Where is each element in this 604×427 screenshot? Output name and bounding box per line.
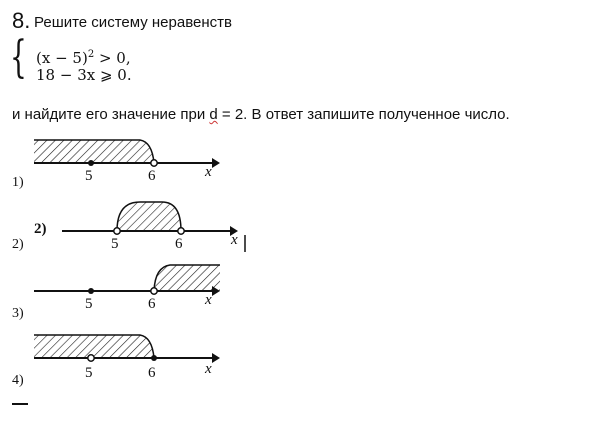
option-1-shaded-region	[34, 140, 154, 163]
option-2-number-line[interactable]	[62, 202, 245, 252]
option-2-tick-6: 6	[175, 236, 183, 252]
option-2-tick-5: 5	[111, 236, 119, 252]
option-1-label[interactable]: 1)	[12, 175, 24, 190]
option-3-number-line[interactable]	[34, 265, 220, 296]
option-3-point-6	[151, 288, 157, 294]
system-brace: {	[10, 32, 27, 83]
option-1-axis-label: x	[205, 164, 212, 180]
option-3-label[interactable]: 3)	[12, 306, 24, 321]
option-4-number-line[interactable]	[34, 335, 220, 363]
question-text: Решите систему неравенств	[34, 14, 232, 31]
option-2-point-6	[178, 228, 184, 234]
inequality-1-rest: > 0,	[94, 49, 131, 67]
option-1-arrow	[212, 158, 220, 168]
option-1-tick-5: 5	[85, 168, 93, 184]
option-4-point-6	[151, 355, 157, 361]
option-2-axis-label: x	[231, 232, 238, 248]
option-3-axis-label: x	[205, 292, 212, 308]
answer-dash	[12, 403, 28, 405]
question-number: 8.	[12, 8, 31, 33]
instruction-post: = 2. В ответ запишите полученное число.	[217, 106, 510, 123]
option-4-tick-5: 5	[85, 365, 93, 381]
option-3-tick-6: 6	[148, 296, 156, 312]
option-4-label[interactable]: 4)	[12, 373, 24, 388]
inequality-1-exponent: 2	[87, 49, 95, 60]
option-2-inline-label: 2)	[34, 221, 47, 237]
option-3-tick-5: 5	[85, 296, 93, 312]
option-4-shaded-region	[34, 335, 154, 358]
option-1-point-6	[151, 160, 157, 166]
option-1-tick-6: 6	[148, 168, 156, 184]
option-3-shaded-region	[154, 265, 220, 291]
option-1-point-5	[88, 160, 94, 166]
instruction-pre: и найдите его значение при	[12, 106, 210, 123]
option-4-point-5	[88, 355, 94, 361]
inequality-1-base: (x − 5)	[36, 49, 88, 67]
option-4-tick-6: 6	[148, 365, 156, 381]
option-1-number-line[interactable]	[34, 140, 220, 168]
option-4-axis-label: x	[205, 361, 212, 377]
option-3-point-5	[88, 288, 94, 294]
option-4-arrow	[212, 353, 220, 363]
option-2-label[interactable]: 2)	[12, 237, 24, 252]
inequality-2: 18 − 3x ⩾ 0.	[36, 66, 132, 84]
option-2-point-5	[114, 228, 120, 234]
instruction-variable: d	[209, 106, 218, 123]
